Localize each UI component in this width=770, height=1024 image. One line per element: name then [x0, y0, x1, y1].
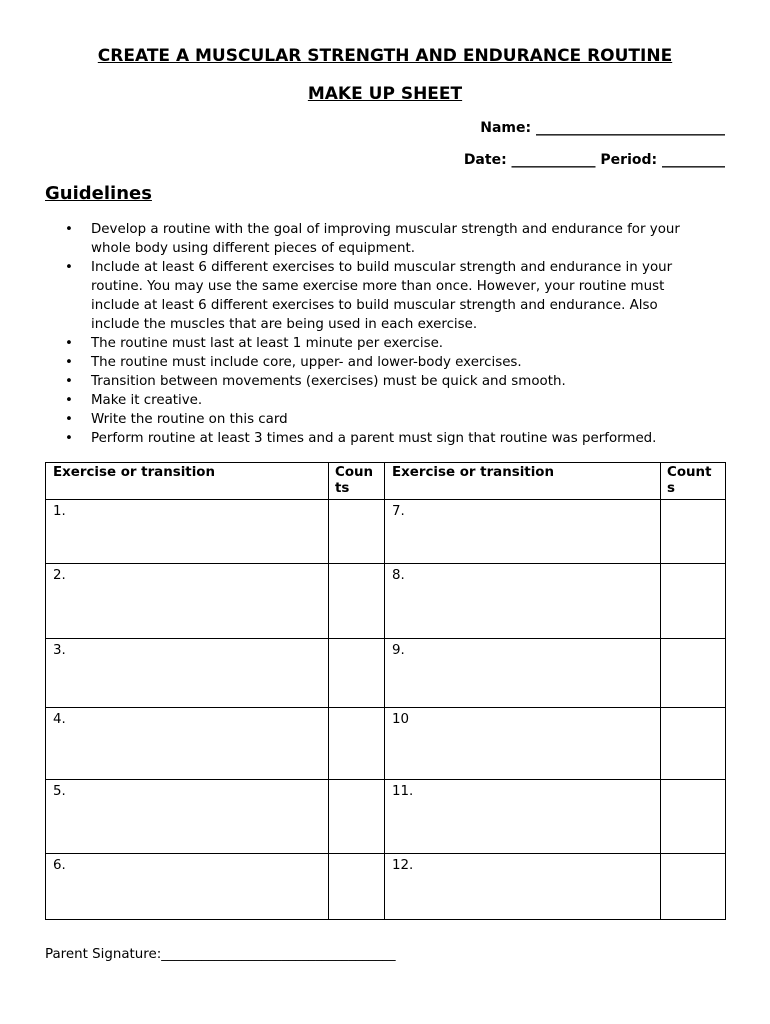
- exercise-cell[interactable]: 4.: [46, 708, 329, 780]
- guidelines-heading: Guidelines: [45, 183, 152, 204]
- exercise-cell[interactable]: 8.: [385, 564, 661, 639]
- guideline-item: • Write the routine on this card: [45, 410, 705, 429]
- exercise-cell[interactable]: 1.: [46, 500, 329, 564]
- table-row: [46, 854, 726, 920]
- parent-signature-field[interactable]: Parent Signature:___________________________________: [45, 947, 396, 962]
- exercise-cell[interactable]: 5.: [46, 780, 329, 854]
- date-period-field[interactable]: Date: ____________ Period: _________: [463, 152, 725, 168]
- exercise-cell[interactable]: 7.: [385, 500, 661, 564]
- counts-cell[interactable]: [661, 854, 726, 920]
- table-header-row: [46, 463, 726, 500]
- exercise-cell[interactable]: 12.: [385, 854, 661, 920]
- counts-cell[interactable]: [329, 639, 385, 708]
- exercise-cell[interactable]: 9.: [385, 639, 661, 708]
- guidelines-list: [45, 220, 705, 448]
- guideline-item: • Develop a routine with the goal of improving muscular strength and endurance for your whole body using different pieces of equipment.: [45, 220, 705, 258]
- counts-cell[interactable]: [329, 708, 385, 780]
- counts-cell[interactable]: [329, 564, 385, 639]
- counts-cell[interactable]: [661, 708, 726, 780]
- counts-cell[interactable]: [661, 500, 726, 564]
- page-title: CREATE A MUSCULAR STRENGTH AND ENDURANCE ROUTINE: [97, 46, 673, 66]
- counts-cell[interactable]: [329, 780, 385, 854]
- exercise-header: Exercise or transition: [46, 463, 329, 500]
- exercise-cell[interactable]: 3.: [46, 639, 329, 708]
- exercise-cell[interactable]: 2.: [46, 564, 329, 639]
- exercise-cell[interactable]: 10: [385, 708, 661, 780]
- counts-cell[interactable]: [661, 780, 726, 854]
- guideline-item: • The routine must include core, upper- and lower-body exercises.: [45, 353, 705, 372]
- counts-header: Counts: [329, 463, 385, 500]
- counts-cell[interactable]: [661, 639, 726, 708]
- counts-cell[interactable]: [661, 564, 726, 639]
- guideline-item: • Make it creative.: [45, 391, 705, 410]
- guideline-item: • Perform routine at least 3 times and a parent must sign that routine was performed.: [45, 429, 705, 448]
- exercise-cell[interactable]: 6.: [46, 854, 329, 920]
- guideline-item: • Include at least 6 different exercises to build muscular strength and endurance in your routine. You may use the same exercise more than once. However, your routine must include at least 6 different exercises to build muscular strength and endurance. Also include the muscles that are being used in each exercise.: [45, 258, 705, 334]
- table-row: [46, 564, 726, 639]
- table-row: [46, 708, 726, 780]
- guideline-item: • The routine must last at least 1 minute per exercise.: [45, 334, 705, 353]
- name-field[interactable]: Name: ___________________________: [480, 120, 725, 136]
- page-subtitle: MAKE UP SHEET: [307, 84, 463, 104]
- exercise-cell[interactable]: 11.: [385, 780, 661, 854]
- table-row: [46, 780, 726, 854]
- counts-header: Counts: [661, 463, 726, 500]
- routine-table: [45, 462, 726, 920]
- table-row: [46, 500, 726, 564]
- guideline-item: • Transition between movements (exercises) must be quick and smooth.: [45, 372, 705, 391]
- exercise-header: Exercise or transition: [385, 463, 661, 500]
- table-row: [46, 639, 726, 708]
- counts-cell[interactable]: [329, 500, 385, 564]
- counts-cell[interactable]: [329, 854, 385, 920]
